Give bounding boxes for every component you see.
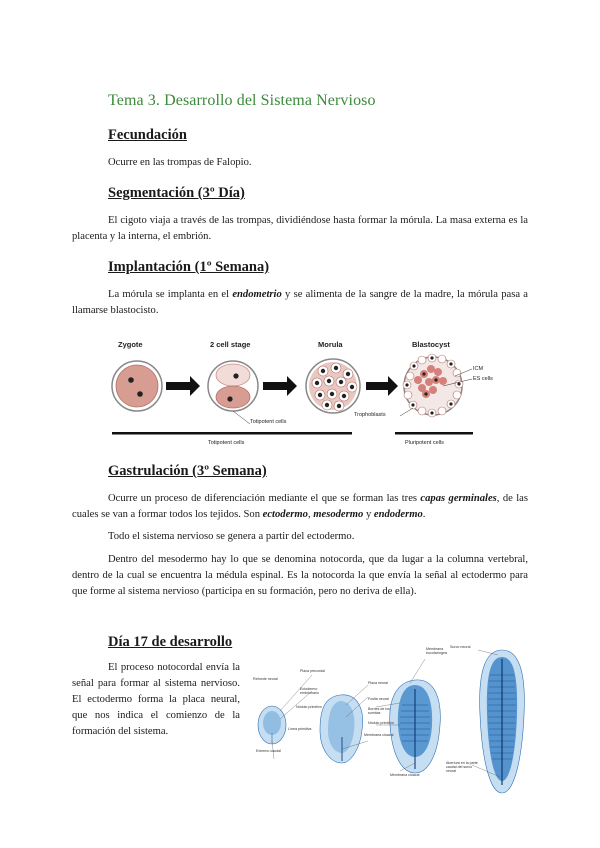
fig2-label-8: Membrana cloacal (364, 733, 394, 737)
paragraph-segmentacion: El cigoto viaja a través de las trompas, dividiéndose hasta formar la mórula. La masa externa es la placenta y la interna, el embrión. (72, 215, 528, 242)
paragraph-fecundacion: Ocurre en las trompas de Falopio. (108, 157, 252, 168)
icm-label: ICM (473, 366, 484, 372)
figure-early-development-graphic (100, 336, 500, 456)
paragraph-implantacion: La mórula se implanta en el endometrio y se alimenta de la sangre de la madre, la mórula pasa a llamarse blastocisto. (72, 289, 529, 316)
embryo-stage-b (320, 695, 363, 763)
stage-label-morula: Morula (318, 340, 343, 349)
embryo-stage-a (258, 706, 286, 744)
totipotent-bar (112, 432, 352, 435)
trophoblasts-label: Trophoblasts (354, 412, 386, 418)
heading-gastrulacion: Gastrulación (3º Semana) (108, 463, 267, 479)
stage-label-zygote: Zygote (118, 340, 143, 349)
fig2-label-2: Ectodermo embrionario (300, 687, 319, 695)
paragraph-gastrulacion-3: Dentro del mesodermo hay lo que se denomina notocorda, que da lugar a la columna vertebral, dentro de la cual se encuentra la médula espinal. Es la notocorda la que envía la señal al ectodermo para que forme al sistema nervioso (participa en su formación, pero no deriva de ella). (72, 554, 528, 597)
stage-label-2cell: 2 cell stage (210, 340, 251, 349)
bar-totipotent-label: Totipotent cells (208, 440, 245, 446)
two-cell-stage (208, 361, 258, 424)
figure-early-development (100, 336, 500, 456)
zygote-cell (112, 361, 162, 411)
arrow-1 (166, 376, 200, 396)
heading-segmentacion: Segmentación (3º Día) (108, 185, 245, 201)
fig2-label-1: Placa precordal (300, 669, 325, 673)
fig2-label-14: Abertura en la parte caudal del surco neural (446, 761, 478, 773)
arrow-3 (366, 376, 398, 396)
fig2-label-13: Surco neural (450, 645, 471, 649)
pluripotent-bar (395, 432, 473, 435)
paragraph-gastrulacion-1: Ocurre un proceso de diferenciación mediante el que se forman las tres capas germinales, de las cuales se van a formar todos los tejidos. Son ectodermo, mesodermo y endodermo. (72, 493, 528, 520)
fig2-label-0: Reborde neural (253, 677, 278, 681)
es-cells-label: ES cells (473, 376, 493, 382)
fig2-label-10: Bordes de los somitas (368, 707, 390, 715)
embryo-stage-d (480, 650, 525, 793)
morula (306, 359, 360, 413)
fig2-label-5: Extremo caudal (256, 749, 281, 753)
fig2-label-9: Membrana bucofaríngea (426, 647, 447, 655)
fig2-label-4: Línea primitiva (288, 727, 312, 731)
blastocyst (400, 354, 472, 417)
embryo-stage-c (390, 680, 441, 773)
paragraph-gastrulacion-2: Todo el sistema nervioso se genera a partir del ectodermo. (108, 531, 355, 542)
paragraph-dia17: El proceso notocordal envía la señal para formar al sistema nervioso. El ectodermo forma la placa neural, que nos indica el comienzo de la formación del sistema. (72, 662, 240, 737)
fig2-label-11: Nódulo primitivo (368, 721, 394, 725)
heading-fecundacion: Fecundación (108, 127, 187, 143)
figure-neural-plate (250, 645, 530, 795)
heading-dia17: Día 17 de desarrollo (108, 634, 233, 650)
stage-label-blastocyst: Blastocyst (412, 340, 450, 349)
totipotent-cells-label: Totipotent cells (250, 419, 287, 425)
heading-implantacion: Implantación (1º Semana) (108, 259, 270, 275)
fig2-label-3: Nódulo primitivo (296, 705, 322, 709)
bar-pluripotent-label: Pluripotent cells (405, 440, 444, 446)
fig2-label-6: Placa neural (368, 681, 388, 685)
fig2-label-7: Fosita neural (368, 697, 389, 701)
page-title: Tema 3. Desarrollo del Sistema Nervioso (108, 92, 376, 109)
arrow-2 (263, 376, 297, 396)
fig2-label-12: Membrana cloacal (390, 773, 420, 777)
